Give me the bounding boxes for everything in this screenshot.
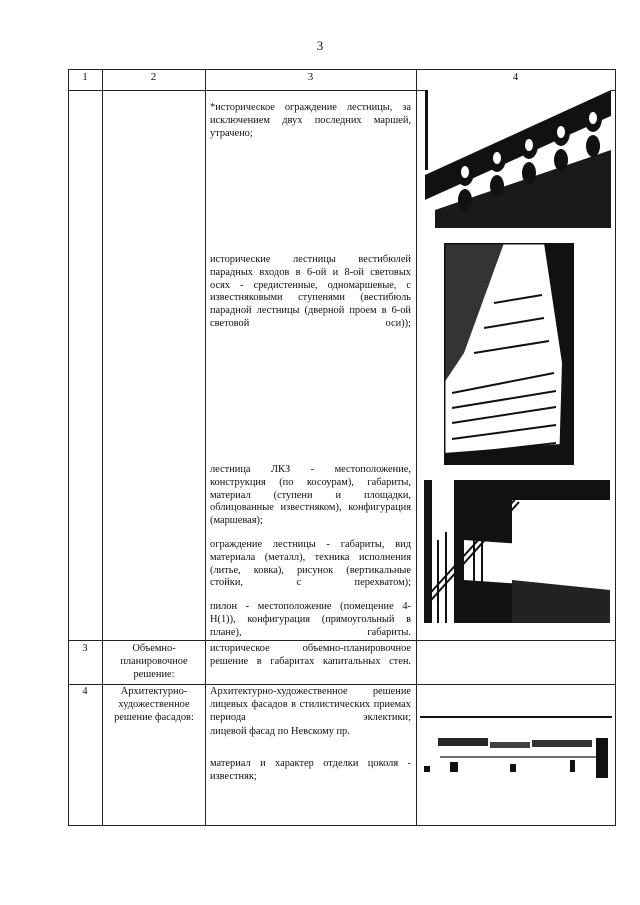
stairs-railing-text: *историческое ограждение лестницы, за исключением двух последних маршей, утрачено;	[210, 102, 411, 139]
header-col-4: 4	[512, 71, 519, 83]
row-4-name: Архитектурно-художественное решение фасадов:	[114, 686, 194, 723]
header-col-3: 3	[307, 71, 314, 83]
row-4-number: 4	[82, 686, 88, 697]
row-3-description: историческое объемно-планировочное решение в габаритах капитальных стен.	[210, 643, 411, 667]
lkz-staircase-photo	[424, 480, 610, 623]
row-divider	[68, 640, 615, 641]
lkz-stairs-text: лестница ЛКЗ - местоположение, конструкция (по косоурам), габариты, материал (ступени и площадки, облицованные известняком), конфигурация (маршевая);	[210, 464, 411, 527]
table-border-top	[68, 69, 615, 70]
table-border-left	[68, 69, 69, 826]
header-col-1: 1	[82, 71, 88, 83]
row-3-number: 3	[82, 643, 88, 654]
table-border-bottom	[68, 825, 615, 826]
vestibule-stairs-text: исторические лестницы вестибюлей парадных входов в 6-ой и 8-ой световых осях - средистенные, одномаршевые, с известняковыми ступенями (вестибюль парадной лестницы (дверной проем в 6-ой световой оси));	[210, 254, 411, 329]
column-divider	[416, 69, 417, 826]
header-col-2: 2	[150, 71, 157, 83]
row-divider	[68, 684, 615, 685]
railing-photo	[425, 90, 611, 228]
pylon-text: пилон - местоположение (помещение 4-Н(1)), конфигурация (прямоугольный в плане), габариты.	[210, 601, 411, 638]
nevsky-facade-text: лицевой фасад по Невскому пр.	[210, 726, 350, 737]
railing-details-text: ограждение лестницы - габариты, вид материала (металл), техника исполнения (литье, ковка), рисунок (вертикальные стойки, с перехватом);	[210, 539, 411, 589]
column-divider	[102, 69, 103, 826]
facade-photo	[420, 716, 612, 790]
plinth-finish-text: материал и характер отделки цоколя - известняк;	[210, 758, 411, 782]
facade-solution-text: Архитектурно-художественное решение лицевых фасадов в стилистических приемах периода эклектики;	[210, 686, 411, 723]
page-number: 3	[316, 38, 324, 53]
table-border-right	[615, 69, 616, 826]
column-divider	[205, 69, 206, 826]
row-3-name: Объемно-планировочное решение:	[120, 643, 188, 680]
vestibule-staircase-photo	[444, 243, 574, 465]
